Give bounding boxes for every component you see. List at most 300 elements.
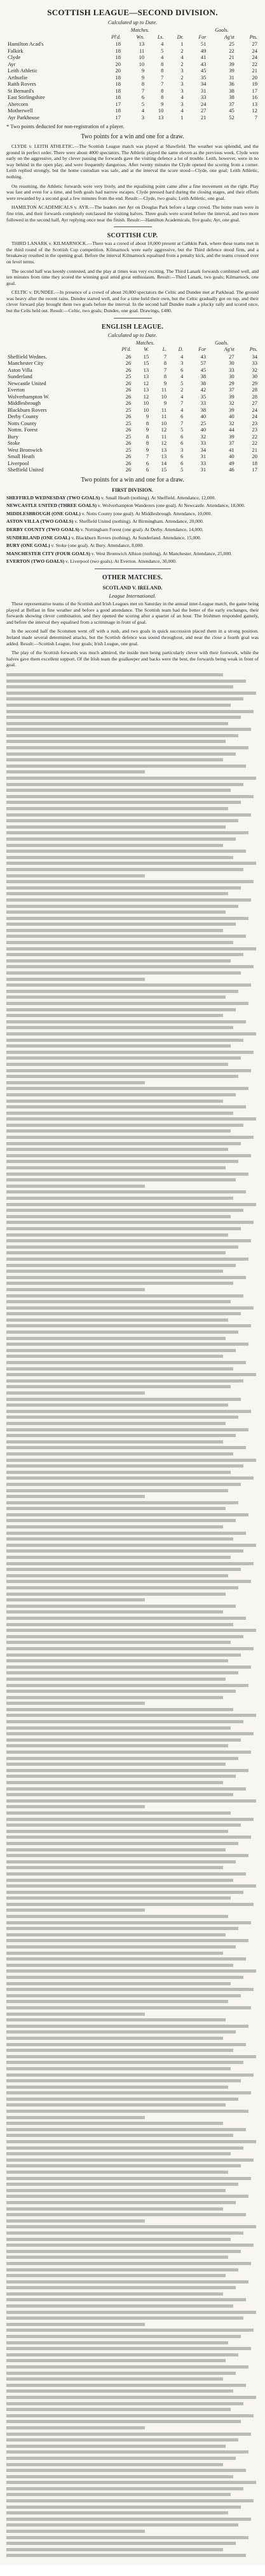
text-line-placeholder [6,856,233,859]
result-detail: v. Sheffield United (nothing). At Birmingham. Attendance, 20,000. [73,518,204,525]
text-line-placeholder [6,1039,243,1042]
stat-cell: 33 [200,440,207,447]
stat-cell: 20 [252,74,257,81]
stat-cell: 18 [115,107,121,114]
match-result [6,551,259,557]
text-line-placeholder [6,2511,228,2514]
text-line-placeholder [6,2207,223,2211]
text-line-placeholder [6,1446,246,1449]
text-line-placeholder [6,2433,251,2436]
text-line-placeholder [6,1391,145,1395]
text-line-placeholder [6,1306,254,1310]
section-divider [95,568,171,569]
text-line-placeholder [6,807,228,810]
text-line-placeholder [6,777,256,780]
table-row [6,426,259,433]
stat-cell: 14 [161,459,167,466]
text-line-placeholder [6,1793,233,1796]
text-line-placeholder [6,1142,241,1145]
team-name: Falkirk [8,47,24,54]
team-name: Wolverhampton W. [8,393,50,400]
stat-cell: 19 [252,81,257,87]
stat-cell: 23 [252,419,257,426]
scottish-cup-title: SCOTTISH CUP. [107,232,158,240]
text-line-placeholder [6,1775,236,1778]
text-line-placeholder [6,1939,248,1942]
text-line-placeholder [6,1927,238,1930]
text-line-placeholder [6,2134,233,2137]
stat-cell: 32 [229,400,234,407]
text-line-placeholder [6,1763,226,1766]
report-paragraph: CELTIC v. DUNDEE.—In presence of a crowd of about 20,000 spectators the Celtic and Dundee met at Parkhead. The ground was heavy after the recent rains. Dundee started well, and for a time held their own, but the Celtic gradually got on top, and their clever forward play brought them two goals before the interval. In the second half Dundee made a plucky rally and scored once, but the Celts held out. Result:—Celtic, two goals; Dundee, one goal. Drawings, £480. [6,289,259,314]
text-line-placeholder [6,1385,231,1388]
result-detail: v. Wolverhampton Wanderers (one goal). At Newcastle. Attendance, 18,000. [97,503,245,509]
text-line-placeholder [6,692,256,695]
stat-cell: 18 [252,459,257,466]
table-row [6,433,259,440]
stat-cell: 21 [200,114,207,121]
stat-cell: 27 [252,41,257,47]
text-line-placeholder [6,1678,226,1681]
report-paragraph: The play of the Scottish forwards was much admired, the inside men being particularly clever with their footwork, while the halves gave them excellent support. Of the Irish team the goalkeeper and backs were the best, the forwards being weak in front of goal. [6,650,259,668]
text-line-placeholder [6,2055,256,2058]
stat-cell: 27 [252,400,257,407]
english-league-title: ENGLISH LEAGUE. [101,323,164,331]
text-line-placeholder [6,1629,256,1632]
text-line-placeholder [6,2311,256,2314]
text-line-placeholder [6,1117,256,1120]
team-name: West Bromwich [8,446,43,453]
stat-cell: 13 [143,366,149,373]
text-line-placeholder [6,2414,254,2417]
text-line-placeholder [6,2006,251,2009]
text-line-placeholder [6,2000,228,2003]
text-line-placeholder [6,1751,251,1754]
english-league-subtitle: Calculated up to Date. [107,331,158,338]
text-line-placeholder [6,2438,238,2441]
text-line-placeholder [6,2420,241,2423]
stat-cell: 33 [200,94,207,100]
stat-cell: 1 [180,41,184,47]
text-line-placeholder [6,1659,228,1662]
stat-cell: 40 [200,413,207,420]
text-line-placeholder [6,1154,251,1157]
stat-cell: 31 [229,74,234,81]
text-line-placeholder [6,1884,256,1888]
text-line-placeholder [6,1945,236,1948]
stat-cell: 34 [252,353,257,360]
stat-cell: 43 [200,353,207,360]
text-line-placeholder [6,880,254,883]
column-header: Pl'd. [121,346,132,353]
text-line-placeholder [6,1562,254,1565]
text-line-placeholder [6,2086,228,2089]
text-line-placeholder [6,2201,236,2204]
text-line-placeholder [6,2122,223,2125]
text-line-placeholder [6,1288,145,1291]
stat-cell: 40 [229,413,234,420]
text-line-placeholder [6,2408,231,2411]
text-line-placeholder [6,1014,223,1017]
stat-cell: 31 [200,87,207,94]
team-name: Middlesbrough [8,400,41,407]
text-line-placeholder [6,1787,246,1791]
text-line-placeholder [6,1148,228,1151]
stat-cell: 25 [125,433,132,440]
stat-cell: 11 [139,47,145,54]
text-line-placeholder [6,1471,231,1474]
text-line-placeholder [6,1909,145,1912]
english-results-list [6,495,259,565]
text-line-placeholder [6,819,238,822]
stat-cell: 57 [200,360,207,367]
text-line-placeholder [6,2189,226,2192]
goals-group-label: Goals. [215,339,229,346]
stat-cell: 15 [161,466,167,473]
text-line-placeholder [6,716,241,719]
stat-cell: 12 [143,393,149,400]
stat-cell: 5 [180,466,184,473]
text-line-placeholder [6,1300,231,1303]
text-line-placeholder [6,2530,145,2533]
text-line-placeholder [6,1568,241,1571]
stat-cell: 11 [161,406,167,413]
stat-cell: 39 [229,406,234,413]
text-line-placeholder [6,1952,223,1955]
stat-cell: 45 [200,366,207,373]
text-line-placeholder [6,1726,231,1730]
text-line-placeholder [6,990,238,993]
stat-cell: 17 [252,466,257,473]
stat-cell: 3 [180,87,184,94]
scottish-league-note: * Two points deducted for non-registration of a player. [6,123,125,129]
stat-cell: 9 [163,400,167,407]
stat-cell: 10 [139,54,145,60]
stat-cell: 40 [200,426,207,433]
stat-cell: 9 [146,446,149,453]
text-line-placeholder [6,2372,236,2375]
stat-cell: 2 [180,74,184,81]
stat-cell: 26 [125,386,132,393]
stat-cell: 39 [229,433,234,440]
text-line-placeholder [6,1519,236,1522]
report-paragraph: In the second half the Scotsmen went off with a rush, and two goals in quick succession placed them in a strong position. Ireland made several determined attacks, but the Scottish defence was sound throughout, and near the close a fourth goal was added. Result:—Scottish League, four goals; Irish League, one goal. [6,628,259,647]
text-line-placeholder [6,2195,248,2198]
stat-cell: 32 [252,366,257,373]
text-line-placeholder [6,1264,236,1267]
group-spacer [6,340,105,347]
stat-cell: 8 [161,67,164,74]
text-line-placeholder [6,1136,254,1139]
team-name: Raith Rovers [8,81,36,87]
text-line-placeholder [6,2238,231,2241]
text-line-placeholder [6,2219,145,2223]
stat-cell: 7 [254,114,257,121]
stat-cell: 4 [180,94,184,100]
text-line-placeholder [6,2159,254,2162]
match-result [6,503,259,509]
text-line-placeholder [6,917,248,920]
text-line-placeholder [6,2049,233,2052]
text-line-placeholder [6,1872,246,1876]
stat-cell: 26 [125,466,132,473]
stat-cell: 7 [163,366,167,373]
team-name: Leith Athletic [8,67,37,74]
stat-cell: 24 [252,47,257,54]
stat-cell: 49 [200,47,207,54]
result-teams: MANCHESTER CITY (FOUR GOALS) [6,550,90,556]
text-line-placeholder [6,1964,233,1967]
stat-cell: 10 [143,400,149,407]
stat-cell: 4 [141,107,145,114]
text-line-placeholder [6,1258,248,1261]
text-line-placeholder [6,2037,223,2040]
team-name: St Bernard's [8,87,34,94]
text-line-placeholder [6,2025,248,2028]
text-line-placeholder [6,844,223,847]
stat-cell: 39 [229,60,234,67]
stat-cell: 3 [180,81,184,87]
stat-cell: 6 [180,459,184,466]
column-header: Dr. [177,34,184,40]
text-line-placeholder [6,789,231,792]
stat-cell: 32 [200,433,207,440]
text-line-placeholder [6,1434,236,1437]
text-line-placeholder [6,770,145,773]
stat-cell: 43 [200,60,207,67]
text-line-placeholder [6,1994,241,1997]
team-name: Everton [8,386,25,393]
stat-cell: 6 [146,466,149,473]
stat-cell: 41 [229,446,234,453]
stat-cell: 13 [143,373,149,380]
text-line-placeholder [6,2384,246,2387]
text-line-placeholder [6,947,256,950]
text-line-placeholder [6,1580,251,1583]
text-line-placeholder [6,1367,233,1370]
stat-cell: 10 [139,60,145,67]
text-line-placeholder [6,765,246,768]
english-points-banner: Two points for a win and one for a draw. [81,476,184,483]
text-line-placeholder [6,1666,251,1669]
table-row [6,420,259,427]
table-row [6,367,259,374]
text-line-placeholder [6,2292,223,2296]
report-paragraph: These representative teams of the Scottish and Irish Leagues met on Saturday in the annual inter-League match, the game being played at Belfast in fine weather and before a good attendance. The Scottish team had the better of the early exchanges, their forwards showing clever combination, and they opened the scoring after a quarter of an hour. The Irishmen responded gamely, and before the interval they equalised from a scrimmage in front of goal. [6,601,259,625]
stat-cell: 51 [200,41,207,47]
stat-cell: 13 [139,41,145,47]
text-line-placeholder [6,1769,248,1772]
text-line-placeholder [6,1398,241,1401]
team-name: Aston Villa [8,366,32,373]
stat-cell: 42 [200,386,207,393]
text-line-placeholder [6,2250,241,2253]
stat-cell: 6 [146,459,149,466]
column-header: W. [144,346,149,353]
column-header: Pts. [249,34,257,40]
stat-cell: 4 [180,406,184,413]
stat-cell: 15 [143,353,149,360]
text-line-placeholder [6,850,246,853]
text-line-placeholder [6,2402,243,2405]
team-name: Notts County [8,419,37,426]
stat-cell: 45 [229,107,234,114]
stat-cell: 8 [161,87,164,94]
table-row [6,114,259,121]
text-line-placeholder [6,685,233,688]
text-line-placeholder [6,978,145,981]
stat-cell: 33 [229,366,234,373]
stat-cell: 3 [141,114,145,121]
stat-cell: 7 [161,81,164,87]
match-result [6,518,259,525]
scottish-league-table [6,27,259,121]
text-line-placeholder [6,2286,236,2289]
stat-cell: 49 [229,459,234,466]
stat-cell: 45 [200,67,207,74]
text-line-placeholder [6,1203,256,1206]
text-line-placeholder [6,1124,243,1127]
text-line-placeholder [6,1647,254,1650]
other-matches-subsubtitle: League International. [109,593,156,599]
stat-cell: 4 [180,353,184,360]
text-line-placeholder [6,1002,248,1005]
team-name: Abercorn [8,100,29,107]
stat-cell: 11 [161,413,167,420]
text-line-placeholder [6,1081,145,1084]
stat-cell: 38 [200,373,207,380]
text-line-placeholder [6,1331,238,1334]
text-line-placeholder [6,1209,243,1212]
text-line-placeholder [6,801,241,804]
result-teams: ASTON VILLA (TWO GOALS) [6,518,74,525]
result-detail: v. Notts County (one goal). At Middlesbrough. Attendance, 10,000. [80,510,212,516]
stat-cell: 8 [146,419,149,426]
stat-cell: 5 [161,47,164,54]
stat-cell: 39 [229,393,234,400]
stat-cell: 6 [180,413,184,420]
text-line-placeholder [6,1525,223,1528]
text-line-placeholder [6,2329,254,2332]
stat-cell: 7 [180,400,184,407]
stat-cell: 5 [180,426,184,433]
stat-cell: 23 [252,426,257,433]
text-line-placeholder [6,1982,231,1985]
text-line-placeholder [6,1476,254,1480]
text-line-placeholder [6,1197,233,1200]
stat-cell: 12 [252,107,257,114]
table-row [6,440,259,447]
text-line-placeholder [6,1586,238,1589]
text-line-placeholder [6,1866,223,1869]
text-line-placeholder [6,2183,238,2186]
stat-cell: 32 [229,419,234,426]
text-line-placeholder [6,1294,243,1298]
stat-cell: 2 [180,60,184,67]
match-result [6,495,259,501]
text-line-placeholder [6,1026,233,1029]
stat-cell: 20 [115,67,121,74]
text-line-placeholder [6,1842,238,1845]
stat-cell: 26 [125,379,132,386]
stat-cell: 11 [161,386,167,393]
table-row [6,447,259,454]
stat-cell: 40 [229,453,234,460]
stat-cell: 9 [161,100,164,107]
stat-cell: 8 [161,94,164,100]
result-detail: v. Blackburn Rovers (nothing). At Sunderland. Attendance, 15,000. [70,534,201,541]
column-header: Ag'st [224,346,234,353]
text-line-placeholder [6,2542,236,2545]
stat-cell: 7 [163,353,167,360]
team-name: Ayr [8,60,16,67]
table-row [6,353,259,360]
text-line-placeholder [6,734,238,737]
text-line-placeholder [6,680,246,683]
text-line-placeholder [6,1173,248,1176]
stat-cell: 3 [180,360,184,367]
stat-cell: 24 [200,100,207,107]
text-line-placeholder [6,1593,226,1596]
stat-cell: 5 [141,100,145,107]
stat-cell: 33 [252,360,257,367]
result-detail: v. Liverpool (two goals). At Everton. Attendance, 30,000. [64,558,177,565]
stat-cell: 10 [143,406,149,413]
text-line-placeholder [6,2518,251,2521]
text-line-placeholder [6,1020,246,1023]
stat-cell: 21 [252,67,257,74]
text-line-placeholder [6,1818,254,1821]
text-line-placeholder [6,752,236,756]
matches-group-label: Matches. [135,339,154,346]
english-results-heading: FIRST DIVISION. [112,487,153,493]
text-line-placeholder [6,1227,241,1230]
text-line-placeholder [6,2335,241,2338]
stat-cell: 30 [229,373,234,380]
column-header: D. [178,346,184,353]
text-line-placeholder [6,1318,228,1322]
stat-cell: 44 [229,426,234,433]
text-line-placeholder [6,959,231,963]
stat-cell: 31 [200,453,207,460]
team-column-header [6,34,95,41]
text-line-placeholder [6,1617,246,1620]
text-line-placeholder [6,2359,226,2362]
report-paragraph: CLYDE v. LEITH ATHLETIC.—The Scottish League match was played at Shawfield. The weather was splendid, and the ground in perfect order. There were about 4000 spectators. The Athletic played the same eleven as the previous week. Clyde were early on the aggressive, and by clever passing the forwards gave the visiting defence a lot of trouble. Leith, however, were in no way behind in the open play, and were frequently dangerous. After twenty minutes the Clyde opened the scoring from a corner. Leith replied strongly, but the home custodian was safe, and at the interval the score stood—Clyde, one goal; Leith Athletic, nothing. [6,143,259,180]
stat-cell: 18 [115,94,121,100]
text-line-placeholder [6,1684,248,1687]
text-line-placeholder [6,1879,233,1882]
column-header: Wn. [136,34,145,40]
text-line-placeholder [6,2177,251,2180]
table-row [6,360,259,367]
text-line-placeholder [6,1696,223,1699]
text-line-placeholder [6,1537,233,1541]
text-line-placeholder [6,1063,228,1066]
stat-cell: 20 [252,453,257,460]
group-spacer [6,27,95,34]
stat-cell: 26 [125,413,132,420]
stat-cell: 13 [161,453,167,460]
table-column-header [6,34,259,41]
text-line-placeholder [6,1233,228,1237]
text-line-placeholder [6,2469,246,2472]
team-name: Hamilton Acad's [8,41,44,47]
text-line-placeholder [6,1093,236,1096]
team-name: Sheffield United [8,466,44,473]
table-row [6,400,259,407]
stat-cell: 25 [125,446,132,453]
